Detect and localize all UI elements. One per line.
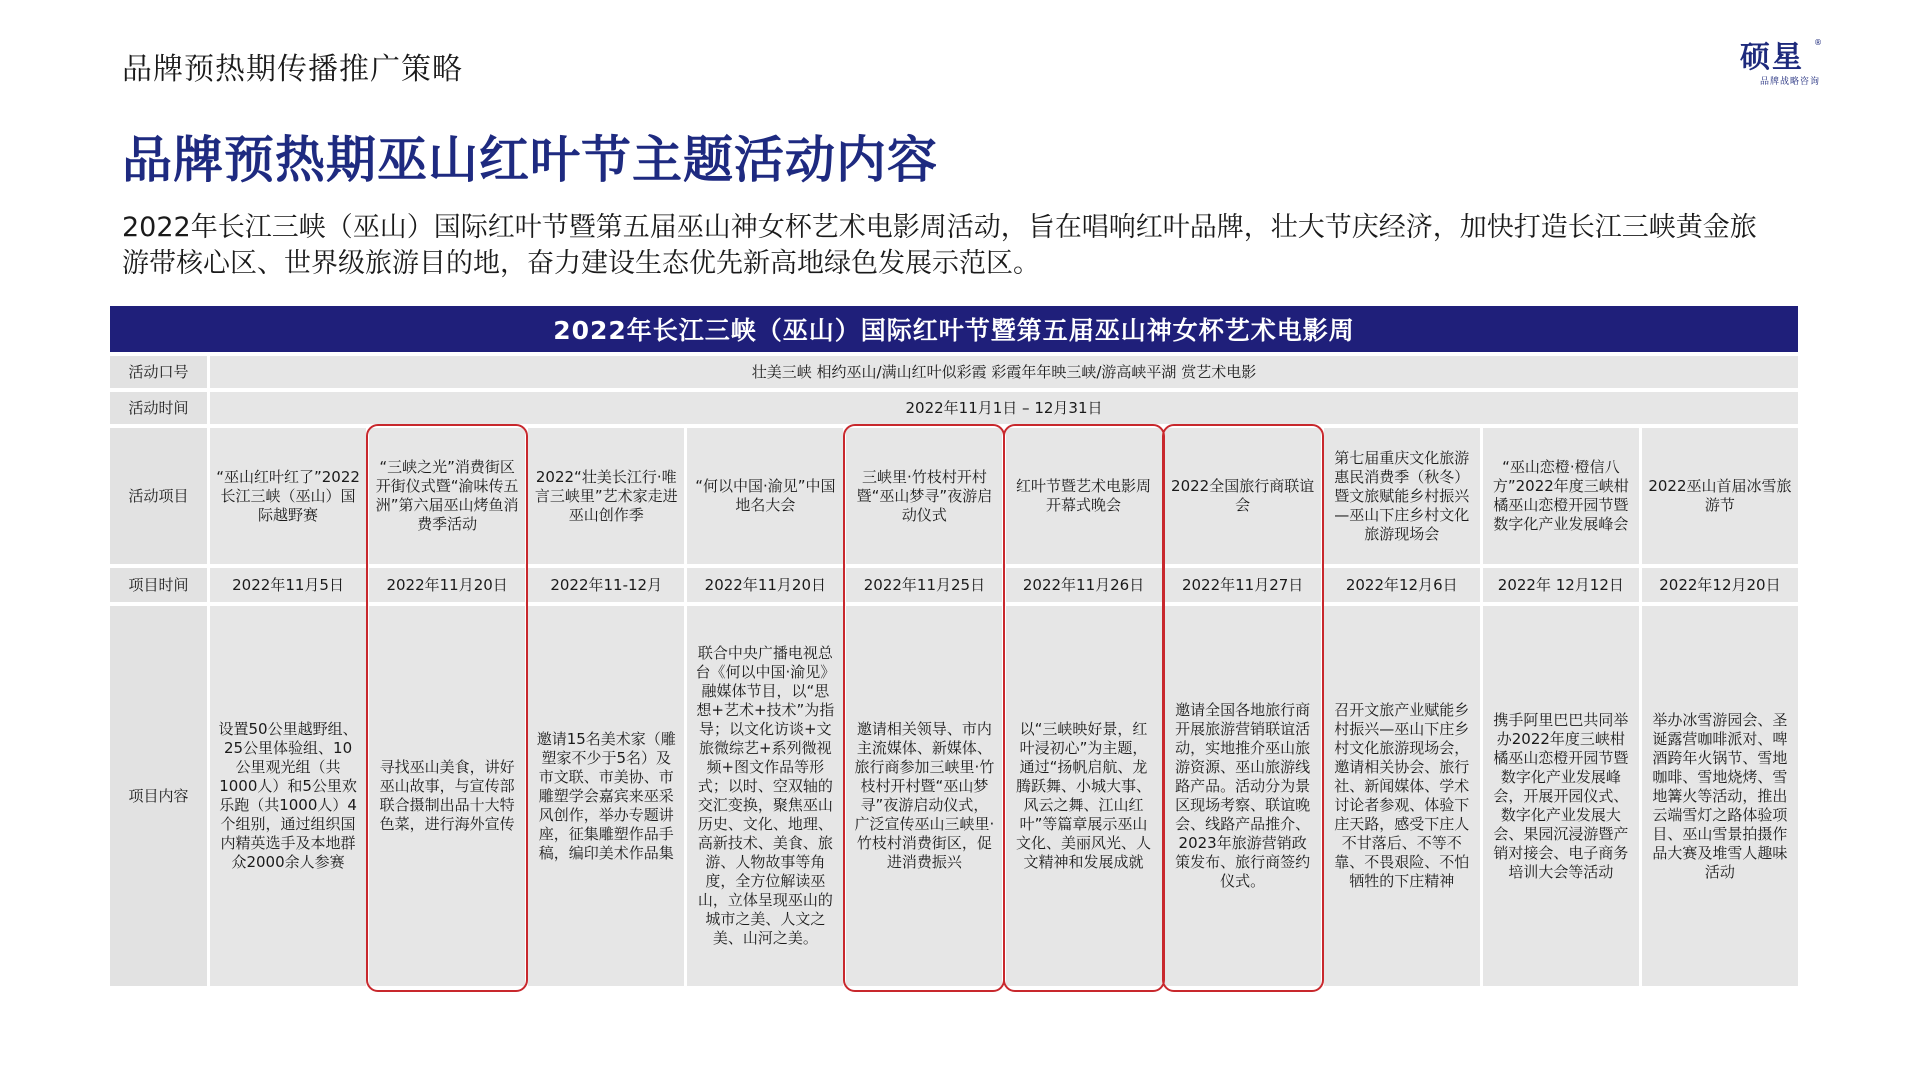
time-row <box>110 392 1798 424</box>
project-date-cell: 2022年11月20日 <box>687 568 843 602</box>
project-date-cell: 2022年11月25日 <box>846 568 1002 602</box>
time-value: 2022年11月1日 – 12月31日 <box>210 392 1798 424</box>
content-row <box>110 606 1798 986</box>
project-content-cell: 寻找巫山美食，讲好巫山故事，与宣传部联合摄制出品十大特色菜，进行海外宣传 <box>369 606 525 986</box>
project-label: 活动项目 <box>110 428 207 564</box>
project-content-cell: 设置50公里越野组、25公里体验组、10公里观光组（共1000人）和5公里欢乐跑（共1000人）4个组别，通过组织国内精英选手及本地群众2000余人参赛 <box>210 606 366 986</box>
time-label: 活动时间 <box>110 392 207 424</box>
section-title: 品牌预热期传播推广策略 <box>122 52 463 87</box>
slogan-row <box>110 356 1798 388</box>
project-name-cell: “三峡之光”消费街区开街仪式暨“渝味传五洲”第六届巫山烤鱼消费季活动 <box>369 428 525 564</box>
content-label: 项目内容 <box>110 606 207 986</box>
project-date-cell: 2022年 12月12日 <box>1483 568 1639 602</box>
project-date-cell: 2022年11-12月 <box>528 568 684 602</box>
project-time-row <box>110 568 1798 602</box>
project-name-cell: “何以中国·渝见”中国地名大会 <box>687 428 843 564</box>
logo-subtitle: 品牌战略咨询 <box>1759 77 1820 87</box>
project-name-cell: “巫山恋橙·橙信八方”2022年度三峡柑橘巫山恋橙开园节暨数字化产业发展峰会 <box>1483 428 1639 564</box>
project-name-cell: 红叶节暨艺术电影周开幕式晚会 <box>1006 428 1162 564</box>
project-date-cell: 2022年11月5日 <box>210 568 366 602</box>
logo <box>1740 40 1820 96</box>
slogan-value: 壮美三峡 相约巫山/满山红叶似彩霞 彩霞年年映三峡/游高峡平湖 赏艺术电影 <box>210 356 1798 388</box>
main-title: 品牌预热期巫山红叶节主题活动内容 <box>122 131 938 189</box>
project-date-cell: 2022年11月20日 <box>369 568 525 602</box>
table-title: 2022年长江三峡（巫山）国际红叶节暨第五届巫山神女杯艺术电影周 <box>110 306 1798 352</box>
project-name-cell: 2022全国旅行商联谊会 <box>1165 428 1321 564</box>
registered-mark: ® <box>1814 38 1822 47</box>
project-name-cell: 2022巫山首届冰雪旅游节 <box>1642 428 1798 564</box>
project-date-cell: 2022年12月6日 <box>1324 568 1480 602</box>
project-name-cell: “巫山红叶红了”2022长江三峡（巫山）国际越野赛 <box>210 428 366 564</box>
project-content-cell: 携手阿里巴巴共同举办2022年度三峡柑橘巫山恋橙开园节暨数字化产业发展峰会，开展开园仪式、数字化产业发展大会、果园沉浸游暨产销对接会、电子商务培训大会等活动 <box>1483 606 1639 986</box>
intro-paragraph: 2022年长江三峡（巫山）国际红叶节暨第五届巫山神女杯艺术电影周活动，旨在唱响红叶品牌，壮大节庆经济，加快打造长江三峡黄金旅游带核心区、世界级旅游目的地，奋力建设生态优先新高地绿色发展示范区。 <box>122 212 1757 279</box>
project-content-cell: 召开文旅产业赋能乡村振兴—巫山下庄乡村文化旅游现场会，邀请相关协会、旅行社、新闻媒体、学术讨论者参观、体验下庄天路，感受下庄人不甘落后、不等不靠、不畏艰险、不怕牺牲的下庄精神 <box>1324 606 1480 986</box>
logo-text: 硕星 <box>1740 40 1804 75</box>
slogan-label: 活动口号 <box>110 356 207 388</box>
project-date-cell: 2022年11月27日 <box>1165 568 1321 602</box>
project-date-cell: 2022年11月26日 <box>1006 568 1162 602</box>
project-content-cell: 邀请15名美术家（雕塑家不少于5名）及市文联、市美协、市雕塑学会嘉宾来巫采风创作，举办专题讲座，征集雕塑作品手稿，编印美术作品集 <box>528 606 684 986</box>
project-content-cell: 举办冰雪游园会、圣诞露营咖啡派对、啤酒跨年火锅节、雪地咖啡、雪地烧烤、雪地篝火等活动，推出云端雪灯之路体验项目、巫山雪景拍摄作品大赛及堆雪人趣味活动 <box>1642 606 1798 986</box>
project-content-cell: 联合中央广播电视总台《何以中国·渝见》融媒体节目，以“思想+艺术+技术”为指导；以文化访谈+文旅微综艺+系列微视频+图文作品等形式；以时、空双轴的交汇变换，聚焦巫山历史、文化、地理、高新技术、美食、旅游、人物故事等角度，全方位解读巫山，立体呈现巫山的城市之美、人文之美、山河之美。 <box>687 606 843 986</box>
project-row <box>110 428 1798 564</box>
project-content-cell: 邀请全国各地旅行商开展旅游营销联谊活动，实地推介巫山旅游资源、巫山旅游线路产品。活动分为景区现场考察、联谊晚会、线路产品推介、2023年旅游营销政策发布、旅行商签约仪式。 <box>1165 606 1321 986</box>
project-content-cell: 以“三峡映好景，红叶浸初心”为主题，通过“扬帆启航、龙腾跃舞、小城大事、风云之舞、江山红叶”等篇章展示巫山文化、美丽风光、人文精神和发展成就 <box>1006 606 1162 986</box>
activity-table <box>110 306 1798 986</box>
project-name-cell: 三峡里·竹枝村开村暨“巫山梦寻”夜游启动仪式 <box>846 428 1002 564</box>
project-name-cell: 第七届重庆文化旅游惠民消费季（秋冬）暨文旅赋能乡村振兴—巫山下庄乡村文化旅游现场会 <box>1324 428 1480 564</box>
project-content-cell: 邀请相关领导、市内主流媒体、新媒体、旅行商参加三峡里·竹枝村开村暨“巫山梦寻”夜游启动仪式，广泛宣传巫山三峡里·竹枝村消费街区，促进消费振兴 <box>846 606 1002 986</box>
project-date-cell: 2022年12月20日 <box>1642 568 1798 602</box>
project-time-label: 项目时间 <box>110 568 207 602</box>
project-name-cell: 2022“壮美长江行·唯言三峡里”艺术家走进巫山创作季 <box>528 428 684 564</box>
